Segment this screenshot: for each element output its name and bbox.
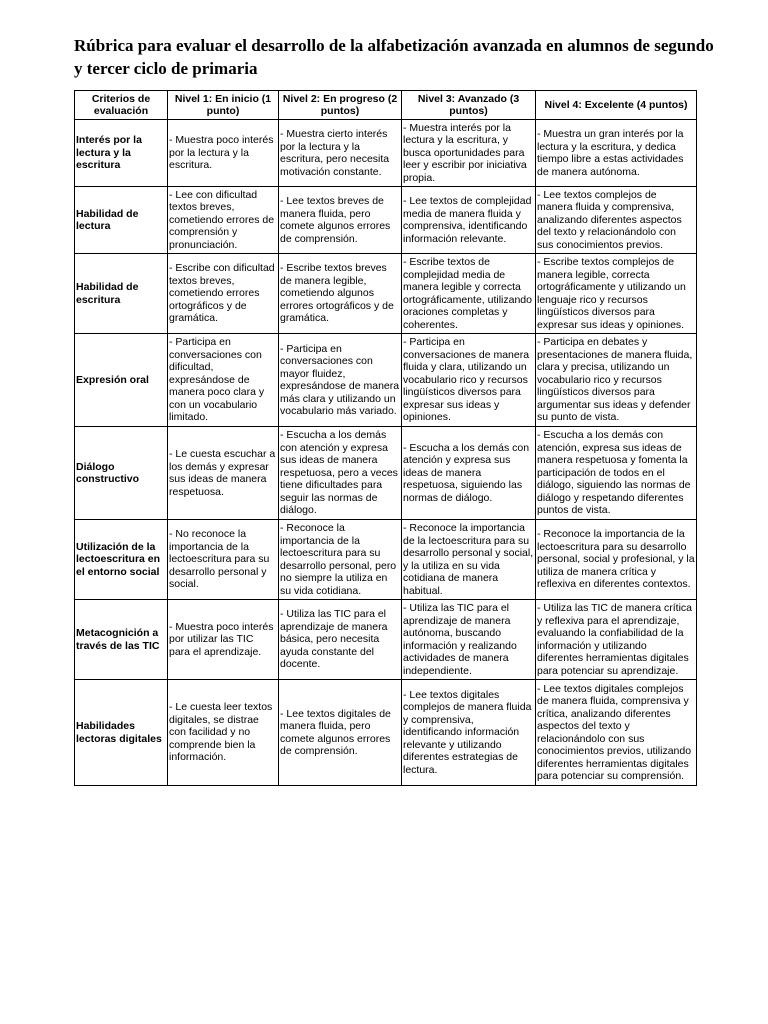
rubric-table	[74, 90, 697, 786]
criterion-label: Interés por la lectura y la escritura	[75, 120, 168, 187]
document-title: Rúbrica para evaluar el desarrollo de la alfabetización avanzada en alumnos de segundo y tercer ciclo de primaria	[74, 36, 714, 78]
level-3-cell: - Escribe textos de complejidad media de manera legible y correcta ortográficamente, utilizando oraciones completas y coherentes.	[402, 254, 536, 334]
criterion-label: Habilidades lectoras digitales	[75, 680, 168, 786]
level-1-cell: - No reconoce la importancia de la lectoescritura para su desarrollo personal y social.	[168, 520, 279, 600]
table-row	[75, 600, 697, 680]
level-1-cell: - Participa en conversaciones con dificultad, expresándose de manera poco clara y con un vocabulario limitado.	[168, 334, 279, 427]
column-header-level-1: Nivel 1: En inicio (1 punto)	[168, 91, 279, 120]
table-row	[75, 520, 697, 600]
level-3-cell: - Lee textos de complejidad media de manera fluida y comprensiva, identificando información relevante.	[402, 187, 536, 254]
level-4-cell: - Participa en debates y presentaciones de manera fluida, clara y precisa, utilizando un vocabulario rico y recursos lingüísticos diversos para argumentar sus ideas y defender su punto de vista.	[536, 334, 697, 427]
column-header-criteria: Criterios de evaluación	[75, 91, 168, 120]
criterion-label: Diálogo constructivo	[75, 427, 168, 520]
level-3-cell: - Escucha a los demás con atención y expresa sus ideas de manera respetuosa, siguiendo las normas de diálogo.	[402, 427, 536, 520]
level-3-cell: - Participa en conversaciones de manera fluida y clara, utilizando un vocabulario rico y recursos lingüísticos diversos para expresar sus ideas y opiniones.	[402, 334, 536, 427]
level-4-cell: - Lee textos digitales complejos de manera fluida, comprensiva y crítica, analizando diferentes aspectos del texto y relacionándolo con sus conocimientos previos, utilizando diferentes herramientas digitales para potenciar su comprensión.	[536, 680, 697, 786]
level-3-cell: - Lee textos digitales complejos de manera fluida y comprensiva, identificando información relevante y utilizando diferentes estrategias de lectura.	[402, 680, 536, 786]
level-2-cell: - Reconoce la importancia de la lectoescritura para su desarrollo personal, pero no siempre la utiliza en su vida cotidiana.	[279, 520, 402, 600]
level-3-cell: - Utiliza las TIC para el aprendizaje de manera autónoma, buscando información y realizando actividades de manera independiente.	[402, 600, 536, 680]
level-2-cell: - Lee textos breves de manera fluida, pero comete algunos errores de comprensión.	[279, 187, 402, 254]
column-header-level-2: Nivel 2: En progreso (2 puntos)	[279, 91, 402, 120]
table-row	[75, 120, 697, 187]
level-2-cell: - Lee textos digitales de manera fluida, pero comete algunos errores de comprensión.	[279, 680, 402, 786]
criterion-label: Expresión oral	[75, 334, 168, 427]
level-2-cell: - Participa en conversaciones con mayor fluidez, expresándose de manera más clara y utilizando un vocabulario más variado.	[279, 334, 402, 427]
header-row	[75, 91, 697, 120]
table-row	[75, 427, 697, 520]
level-1-cell: - Le cuesta escuchar a los demás y expresar sus ideas de manera respetuosa.	[168, 427, 279, 520]
level-1-cell: - Muestra poco interés por la lectura y la escritura.	[168, 120, 279, 187]
level-2-cell: - Escribe textos breves de manera legible, cometiendo algunos errores ortográficos y de gramática.	[279, 254, 402, 334]
table-row	[75, 187, 697, 254]
column-header-level-4: Nivel 4: Excelente (4 puntos)	[536, 91, 697, 120]
column-header-level-3: Nivel 3: Avanzado (3 puntos)	[402, 91, 536, 120]
level-4-cell: - Reconoce la importancia de la lectoescritura para su desarrollo personal, social y profesional, y la utiliza de manera crítica y reflexiva en diferentes contextos.	[536, 520, 697, 600]
table-row	[75, 254, 697, 334]
level-2-cell: - Utiliza las TIC para el aprendizaje de manera básica, pero necesita ayuda constante del docente.	[279, 600, 402, 680]
level-1-cell: - Escribe con dificultad textos breves, cometiendo errores ortográficos y de gramática.	[168, 254, 279, 334]
level-4-cell: - Muestra un gran interés por la lectura y la escritura, y dedica tiempo libre a estas actividades de manera autónoma.	[536, 120, 697, 187]
criterion-label: Habilidad de escritura	[75, 254, 168, 334]
level-1-cell: - Lee con dificultad textos breves, cometiendo errores de comprensión y pronunciación.	[168, 187, 279, 254]
level-4-cell: - Utiliza las TIC de manera crítica y reflexiva para el aprendizaje, evaluando la confiabilidad de la información y utilizando diferentes herramientas digitales para potenciar su aprendizaje.	[536, 600, 697, 680]
criterion-label: Utilización de la lectoescritura en el entorno social	[75, 520, 168, 600]
table-row	[75, 680, 697, 786]
level-3-cell: - Muestra interés por la lectura y la escritura, y busca oportunidades para leer y escribir por iniciativa propia.	[402, 120, 536, 187]
level-1-cell: - Muestra poco interés por utilizar las TIC para el aprendizaje.	[168, 600, 279, 680]
level-4-cell: - Escribe textos complejos de manera legible, correcta ortográficamente y utilizando un lenguaje rico y recursos lingüísticos diversos para expresar sus ideas y opiniones.	[536, 254, 697, 334]
table-row	[75, 334, 697, 427]
criterion-label: Metacognición a través de las TIC	[75, 600, 168, 680]
level-3-cell: - Reconoce la importancia de la lectoescritura para su desarrollo personal y social, y la utiliza en su vida cotidiana de manera habitual.	[402, 520, 536, 600]
criterion-label: Habilidad de lectura	[75, 187, 168, 254]
level-4-cell: - Escucha a los demás con atención, expresa sus ideas de manera respetuosa y fomenta la participación de todos en el diálogo, siguiendo las normas de diálogo y respetando diferentes puntos de vista.	[536, 427, 697, 520]
level-2-cell: - Escucha a los demás con atención y expresa sus ideas de manera respetuosa, pero a veces tiene dificultades para seguir las normas de diálogo.	[279, 427, 402, 520]
level-2-cell: - Muestra cierto interés por la lectura y la escritura, pero necesita motivación constante.	[279, 120, 402, 187]
level-1-cell: - Le cuesta leer textos digitales, se distrae con facilidad y no comprende bien la información.	[168, 680, 279, 786]
level-4-cell: - Lee textos complejos de manera fluida y comprensiva, analizando diferentes aspectos del texto y relacionándolo con sus conocimientos previos.	[536, 187, 697, 254]
